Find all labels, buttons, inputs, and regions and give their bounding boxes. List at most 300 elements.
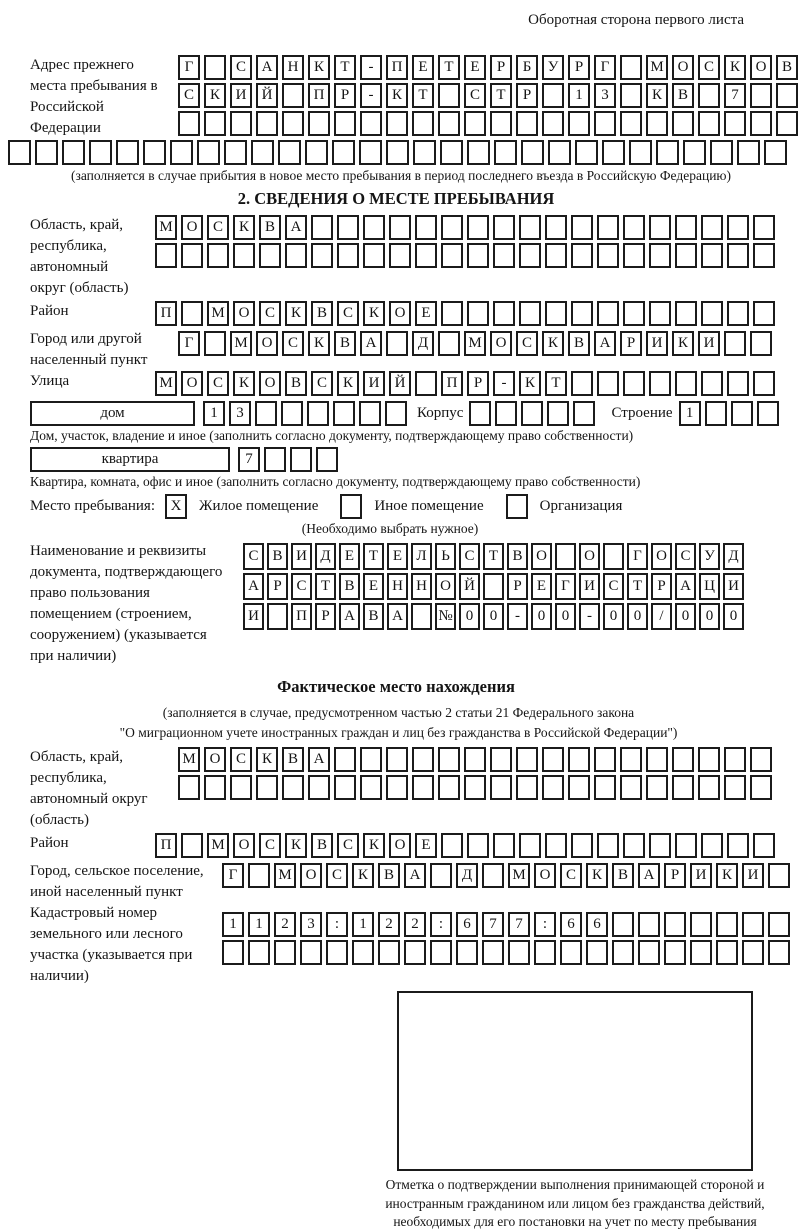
char-box: [441, 243, 463, 268]
char-box: [620, 747, 642, 772]
char-box: С: [698, 55, 720, 80]
char-box: [757, 401, 779, 426]
char-box: [337, 215, 359, 240]
char-box: [413, 140, 436, 165]
char-box: [464, 775, 486, 800]
char-box: Р: [315, 603, 336, 630]
char-box: [649, 301, 671, 326]
char-box: [274, 940, 296, 965]
char-box: С: [560, 863, 582, 888]
char-box-row: [178, 83, 802, 108]
char-box: [493, 215, 515, 240]
char-box: [519, 243, 541, 268]
char-box: [675, 833, 697, 858]
prev-address-rows: [178, 55, 802, 139]
char-box: [516, 747, 538, 772]
char-box: К: [386, 83, 408, 108]
char-box: Е: [464, 55, 486, 80]
char-box: [248, 940, 270, 965]
char-box: [332, 140, 355, 165]
char-box: [701, 215, 723, 240]
char-box: 3: [594, 83, 616, 108]
document-label: Наименование и реквизиты документа, подтверждающего право пользования помещением (строением, сооружением) (указывается при наличии): [30, 543, 223, 664]
prev-address-label: Адрес прежнего места пребывания в Российской Федерации: [30, 57, 158, 136]
char-box: 2: [404, 912, 426, 937]
char-box: А: [675, 573, 696, 600]
char-box: [386, 747, 408, 772]
char-box: [724, 111, 746, 136]
char-box: К: [352, 863, 374, 888]
char-box: [542, 775, 564, 800]
char-box: [571, 243, 593, 268]
char-box: Г: [627, 543, 648, 570]
char-box: О: [256, 331, 278, 356]
apartment-number-boxes: [238, 447, 342, 472]
house-row: [30, 401, 792, 426]
char-box: К: [233, 215, 255, 240]
char-box: [495, 401, 517, 426]
stroenie-label: Строение: [611, 405, 673, 421]
char-box-row: [222, 912, 794, 937]
char-box: [727, 243, 749, 268]
char-box: О: [389, 301, 411, 326]
char-box: Р: [467, 371, 489, 396]
char-box: В: [282, 747, 304, 772]
char-box: О: [579, 543, 600, 570]
char-box: К: [308, 55, 330, 80]
char-box: П: [291, 603, 312, 630]
char-box: С: [178, 83, 200, 108]
char-box: Т: [490, 83, 512, 108]
char-box: [594, 111, 616, 136]
char-box: К: [363, 833, 385, 858]
char-box: [727, 833, 749, 858]
fact-location-note-line1: (заполняется в случае, предусмотренном частью 2 статьи 21 Федерального закона: [162, 705, 635, 720]
stamp-box: [397, 991, 753, 1171]
char-box: О: [389, 833, 411, 858]
char-box: [675, 371, 697, 396]
char-box: [411, 603, 432, 630]
char-box: Н: [282, 55, 304, 80]
char-box: [768, 940, 790, 965]
char-box: Р: [651, 573, 672, 600]
char-box: [482, 940, 504, 965]
char-box: С: [282, 331, 304, 356]
char-box: [251, 140, 274, 165]
char-box: [623, 371, 645, 396]
char-box: [568, 111, 590, 136]
char-box: Р: [664, 863, 686, 888]
char-box: У: [699, 543, 720, 570]
ulitsa-label: Улица: [30, 373, 70, 389]
char-box: Р: [568, 55, 590, 80]
char-box: Т: [438, 55, 460, 80]
char-box: [629, 140, 652, 165]
char-box: С: [207, 371, 229, 396]
checkbox-other-premises: [340, 494, 362, 519]
char-box: [204, 55, 226, 80]
char-box: М: [464, 331, 486, 356]
raion-field: [30, 301, 792, 329]
char-box: И: [742, 863, 764, 888]
char-box: [363, 243, 385, 268]
char-box: [683, 140, 706, 165]
char-box: [724, 775, 746, 800]
char-box: С: [259, 833, 281, 858]
fact-oblast-label: Область, край, республика, автономный округ (область): [30, 749, 148, 829]
char-box: [316, 447, 338, 472]
char-box: Й: [389, 371, 411, 396]
char-box: С: [326, 863, 348, 888]
char-box: [285, 243, 307, 268]
char-box: [586, 940, 608, 965]
option-label-residential: Жилое помещение: [199, 498, 319, 514]
ulitsa-field: [30, 371, 792, 399]
char-box-row: [222, 940, 794, 965]
char-box: [143, 140, 166, 165]
char-box: С: [603, 573, 624, 600]
char-box: [560, 940, 582, 965]
char-box: [181, 243, 203, 268]
prev-address-note: (заполняется в случае прибытия в новое место пребывания в период последнего въезда в Российскую Федерацию): [70, 168, 732, 183]
char-box: А: [339, 603, 360, 630]
char-box: [753, 301, 775, 326]
char-box: [716, 940, 738, 965]
char-box: К: [724, 55, 746, 80]
char-box: Г: [222, 863, 244, 888]
char-box: Д: [412, 331, 434, 356]
char-box: [233, 243, 255, 268]
char-box: [300, 940, 322, 965]
char-box: -: [360, 83, 382, 108]
char-box: [490, 775, 512, 800]
checkbox-residential-premises: X: [165, 494, 187, 519]
char-box: [89, 140, 112, 165]
char-box: 0: [555, 603, 576, 630]
char-box: [716, 912, 738, 937]
apartment-row: [30, 447, 792, 472]
char-box: Г: [594, 55, 616, 80]
char-box: [281, 401, 303, 426]
char-box: И: [723, 573, 744, 600]
char-box: [776, 111, 798, 136]
char-box: К: [204, 83, 226, 108]
char-box: О: [490, 331, 512, 356]
house-note: Дом, участок, владение и иное (заполнить согласно документу, подтверждающему право собственности): [30, 428, 634, 443]
char-box: Г: [555, 573, 576, 600]
char-box: И: [690, 863, 712, 888]
char-box: Е: [339, 543, 360, 570]
char-box: 3: [229, 401, 251, 426]
char-box: [776, 83, 798, 108]
char-box: Е: [531, 573, 552, 600]
char-box: [545, 833, 567, 858]
char-box: Т: [627, 573, 648, 600]
stay-type-label: Место пребывания:: [30, 498, 155, 514]
char-box: [568, 775, 590, 800]
char-box: :: [534, 912, 556, 937]
char-box: М: [178, 747, 200, 772]
char-box: 7: [508, 912, 530, 937]
char-box: Б: [516, 55, 538, 80]
char-box: П: [308, 83, 330, 108]
char-box: Т: [315, 573, 336, 600]
char-box: [62, 140, 85, 165]
char-box: [222, 940, 244, 965]
char-box: [290, 447, 312, 472]
char-box: [768, 912, 790, 937]
char-box: [623, 833, 645, 858]
char-box: [690, 912, 712, 937]
char-box: [597, 371, 619, 396]
char-box: [305, 140, 328, 165]
char-box: О: [435, 573, 456, 600]
char-box: О: [233, 301, 255, 326]
char-box-row: [155, 243, 792, 268]
char-box: [555, 543, 576, 570]
char-box: [441, 833, 463, 858]
char-box: [753, 371, 775, 396]
char-box: [701, 371, 723, 396]
kadastr-rows: [222, 912, 794, 968]
char-box: [597, 301, 619, 326]
char-box: [753, 215, 775, 240]
char-box: [646, 775, 668, 800]
char-box: [573, 401, 595, 426]
oblast-rows: [155, 215, 792, 271]
char-box-row: [178, 331, 792, 356]
char-box: [675, 243, 697, 268]
char-box: [456, 940, 478, 965]
char-box: [742, 940, 764, 965]
char-box: [603, 543, 624, 570]
char-box: [508, 940, 530, 965]
char-box: [764, 140, 787, 165]
char-box: С: [207, 215, 229, 240]
char-box: К: [233, 371, 255, 396]
char-box: О: [259, 371, 281, 396]
document-rows: [243, 543, 792, 633]
char-box: [389, 215, 411, 240]
char-box: Р: [507, 573, 528, 600]
char-box: [248, 863, 270, 888]
house-type-box: дом: [30, 401, 195, 426]
char-box: [412, 775, 434, 800]
char-box: Н: [387, 573, 408, 600]
char-box: [493, 243, 515, 268]
char-box: [638, 940, 660, 965]
char-box: К: [285, 301, 307, 326]
char-box-row: [243, 603, 792, 630]
char-box: К: [646, 83, 668, 108]
char-box: 0: [675, 603, 696, 630]
char-box: [620, 111, 642, 136]
char-box: В: [339, 573, 360, 600]
char-box: 2: [274, 912, 296, 937]
char-box: С: [230, 747, 252, 772]
char-box: [438, 83, 460, 108]
char-box: [521, 401, 543, 426]
char-box: [664, 940, 686, 965]
char-box: [438, 331, 460, 356]
char-box: [594, 775, 616, 800]
char-box: [602, 140, 625, 165]
char-box: С: [675, 543, 696, 570]
char-box: [646, 111, 668, 136]
char-box: [493, 301, 515, 326]
char-box: [197, 140, 220, 165]
char-box: [334, 747, 356, 772]
char-box: [404, 940, 426, 965]
char-box: В: [507, 543, 528, 570]
char-box: [768, 863, 790, 888]
char-box: 1: [568, 83, 590, 108]
char-box: [701, 243, 723, 268]
char-box: [571, 215, 593, 240]
char-box: [649, 833, 671, 858]
char-box: [547, 401, 569, 426]
char-box: 0: [483, 603, 504, 630]
char-box: [675, 215, 697, 240]
kadastr-label: Кадастровый номер земельного или лесного участка (указывается при наличии): [30, 905, 193, 985]
kadastr-field: [30, 903, 792, 987]
char-box: [441, 301, 463, 326]
char-box: [623, 301, 645, 326]
char-box: [649, 243, 671, 268]
char-box: [750, 111, 772, 136]
char-box: Г: [178, 331, 200, 356]
char-box: [359, 140, 382, 165]
char-box: 2: [378, 912, 400, 937]
char-box: [360, 747, 382, 772]
char-box: [649, 371, 671, 396]
char-box: [534, 940, 556, 965]
char-box: [753, 243, 775, 268]
char-box: Й: [459, 573, 480, 600]
char-box: П: [155, 833, 177, 858]
char-box: [181, 833, 203, 858]
char-box: А: [243, 573, 264, 600]
gorod-field: [30, 329, 792, 371]
char-box: [307, 401, 329, 426]
char-box: [430, 940, 452, 965]
char-box: [620, 775, 642, 800]
char-box: [750, 331, 772, 356]
char-box: [360, 775, 382, 800]
char-box: Е: [363, 573, 384, 600]
char-box: [519, 301, 541, 326]
char-box: [256, 775, 278, 800]
char-box: А: [285, 215, 307, 240]
raion-label: Район: [30, 303, 69, 319]
fact-gorod-label: Город, сельское поселение, иной населенный пункт: [30, 863, 204, 901]
char-box: [710, 140, 733, 165]
char-box: [8, 140, 31, 165]
char-box: П: [441, 371, 463, 396]
fact-oblast-field: [30, 747, 792, 831]
char-box-row: [178, 747, 792, 772]
char-box: [181, 301, 203, 326]
char-box: П: [155, 301, 177, 326]
korpus-label: Корпус: [417, 405, 464, 421]
oblast-field: [30, 215, 792, 299]
char-box: [438, 111, 460, 136]
char-box: [545, 215, 567, 240]
char-box: М: [230, 331, 252, 356]
char-box: [724, 747, 746, 772]
char-box: [467, 301, 489, 326]
char-box: К: [285, 833, 307, 858]
house-number-boxes: [203, 401, 411, 426]
char-box: [620, 83, 642, 108]
char-box: К: [256, 747, 278, 772]
char-box: Д: [456, 863, 478, 888]
char-box: [597, 243, 619, 268]
char-box-row: [155, 301, 792, 326]
char-box: [571, 833, 593, 858]
stay-type-note: (Необходимо выбрать нужное): [301, 521, 479, 536]
char-box: [464, 747, 486, 772]
char-box-row: [155, 371, 792, 396]
char-box: [545, 243, 567, 268]
char-box: 0: [603, 603, 624, 630]
char-box: [360, 111, 382, 136]
char-box: С: [311, 371, 333, 396]
char-box: 1: [203, 401, 225, 426]
char-box: И: [646, 331, 668, 356]
char-box-row: [178, 111, 802, 136]
char-box: [415, 243, 437, 268]
char-box: [571, 371, 593, 396]
char-box: [597, 215, 619, 240]
char-box: П: [386, 55, 408, 80]
char-box: [333, 401, 355, 426]
char-box: [727, 301, 749, 326]
char-box: [542, 747, 564, 772]
char-box: [389, 243, 411, 268]
char-box: А: [594, 331, 616, 356]
char-box: -: [360, 55, 382, 80]
char-box: [467, 215, 489, 240]
char-box: [701, 833, 723, 858]
char-box: [548, 140, 571, 165]
prev-address-overflow-row: [8, 140, 792, 165]
char-box: Т: [545, 371, 567, 396]
stamp-caption: Отметка о подтверждении выполнения принимающей стороной и иностранным гражданином или лицом без гражданства действий, необходимых для его постановки на учет по месту пребывания: [385, 1177, 765, 1230]
char-box: 0: [699, 603, 720, 630]
char-box: [438, 747, 460, 772]
char-box: /: [651, 603, 672, 630]
gorod-label: Город или другой населенный пункт: [30, 331, 148, 368]
char-box: [469, 401, 491, 426]
char-box: А: [308, 747, 330, 772]
char-box: [646, 747, 668, 772]
char-box: Р: [334, 83, 356, 108]
korpus-boxes: [469, 401, 599, 426]
char-box: [467, 243, 489, 268]
char-box: [664, 912, 686, 937]
char-box: О: [233, 833, 255, 858]
char-box-row: [222, 863, 794, 888]
apartment-note: Квартира, комната, офис и иное (заполнить согласно документу, подтверждающему право собственности): [30, 474, 641, 489]
char-box: [308, 775, 330, 800]
char-box: 1: [352, 912, 374, 937]
char-box: С: [337, 833, 359, 858]
char-box: В: [612, 863, 634, 888]
char-box: [359, 401, 381, 426]
char-box: 1: [679, 401, 701, 426]
char-box: К: [586, 863, 608, 888]
